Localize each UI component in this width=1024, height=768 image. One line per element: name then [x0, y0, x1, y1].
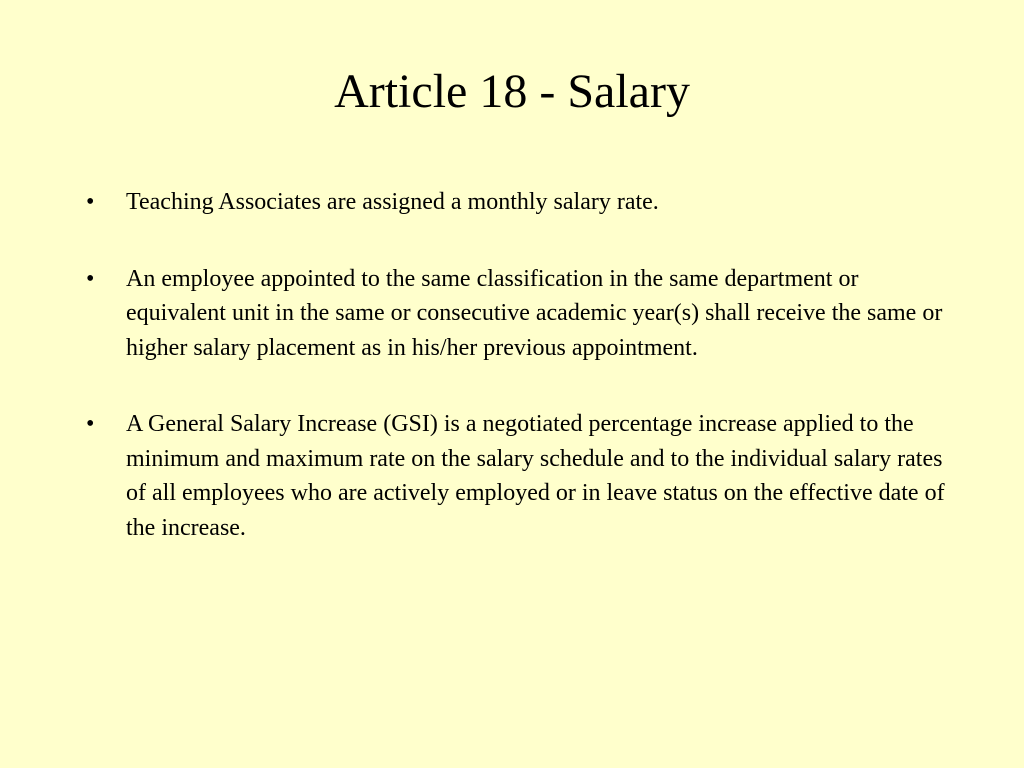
bullet-dot-icon: • — [86, 265, 95, 292]
bullet-item — [86, 262, 946, 366]
bullet-list — [86, 185, 946, 587]
bullet-dot-icon: • — [86, 189, 95, 215]
bullet-item — [86, 185, 946, 220]
bullet-text: Teaching Associates are assigned a monthly salary rate. — [126, 189, 659, 215]
bullet-item — [86, 407, 946, 545]
bullet-text: A General Salary Increase (GSI) is a negotiated percentage increase applied to the minimum and maximum rate on the salary schedule and to the individual salary rates of all employees who are actively employed or in leave status on the effective date of the increase. — [126, 411, 945, 541]
slide-title: Article 18 - Salary — [334, 65, 690, 118]
bullet-dot-icon: • — [86, 411, 95, 437]
bullet-text: An employee appointed to the same classification in the same department or equivalent unit in the same or consecutive academic year(s) shall receive the same or higher salary placement as in his/her previous appointment. — [126, 265, 943, 361]
